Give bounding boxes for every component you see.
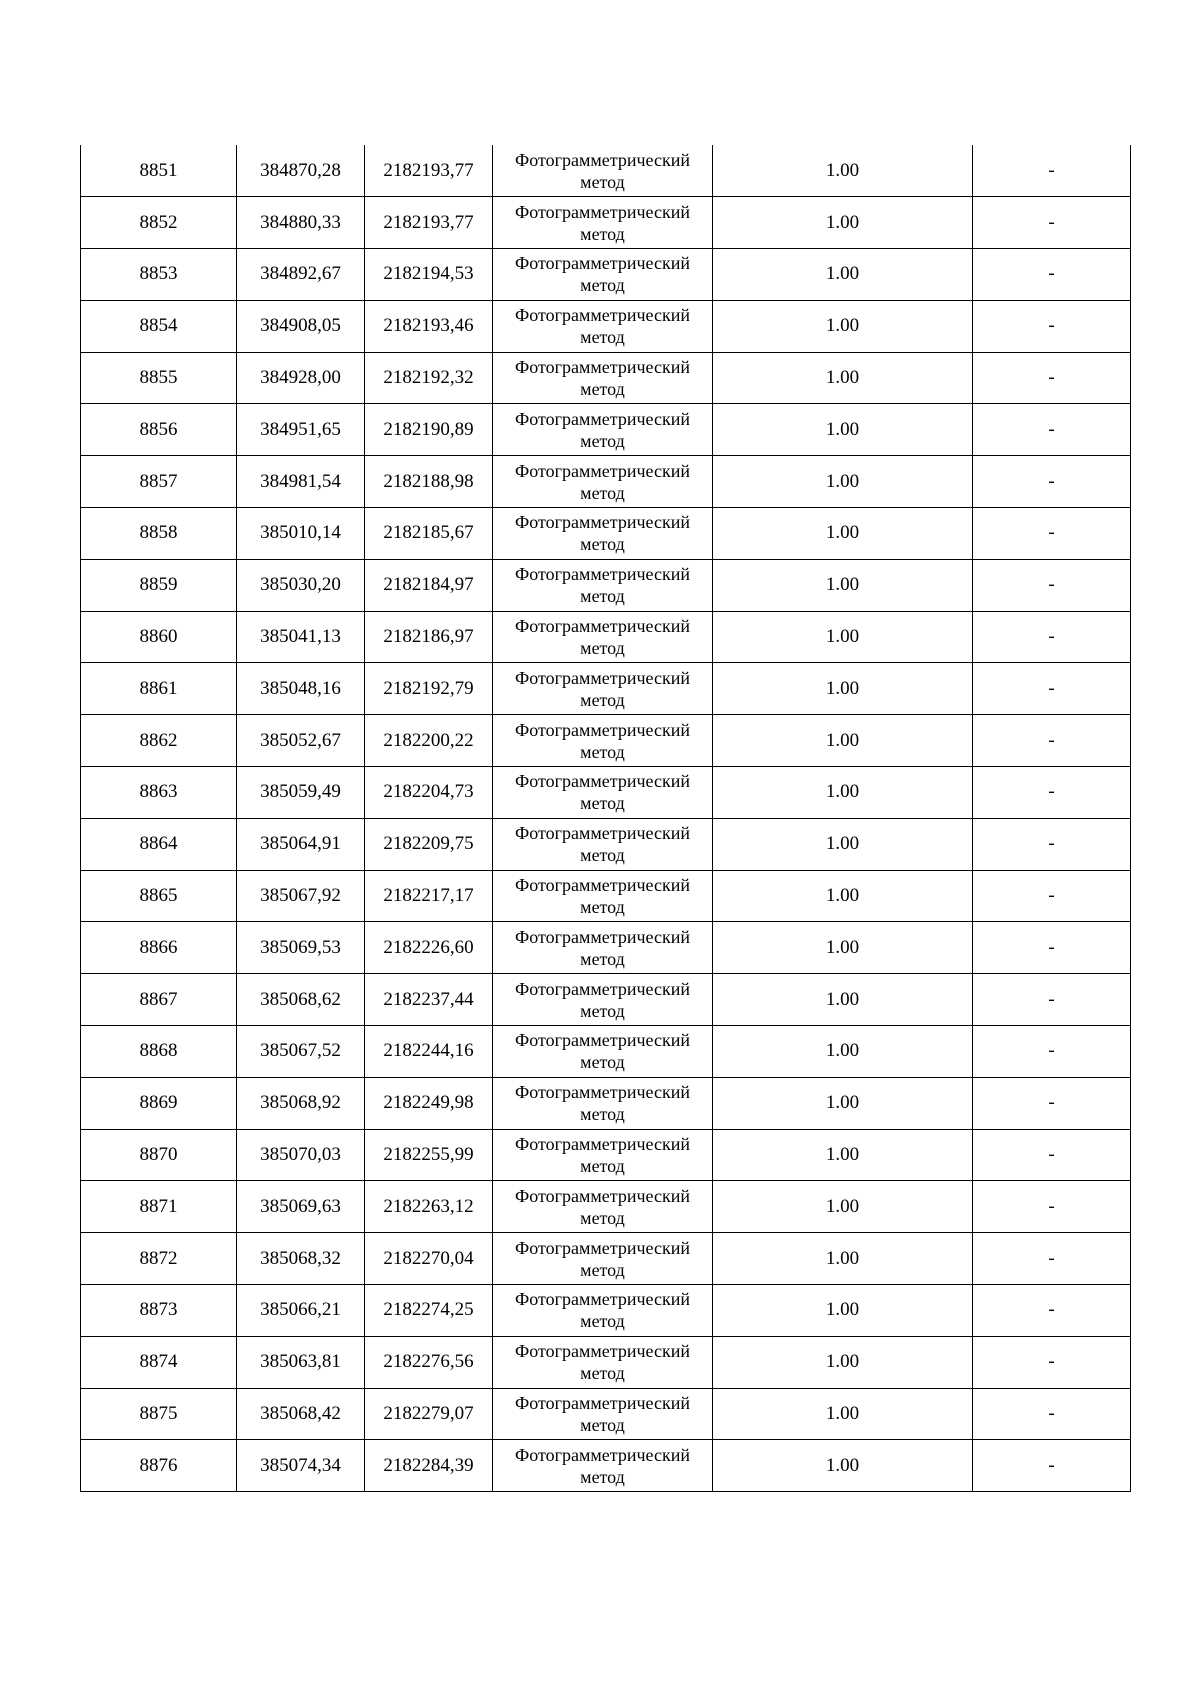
method-text: Фотограмметрический — [515, 305, 690, 326]
accuracy-cell: 1.00 — [713, 249, 973, 301]
note-cell: - — [973, 922, 1131, 974]
x-coordinate-cell: 385052,67 — [237, 715, 365, 767]
method-cell — [493, 1077, 713, 1129]
table-row — [81, 767, 1131, 819]
note-cell: - — [973, 1285, 1131, 1337]
table-row — [81, 974, 1131, 1026]
table-row — [81, 300, 1131, 352]
y-coordinate-cell: 2182184,97 — [365, 559, 493, 611]
point-number-cell: 8866 — [81, 922, 237, 974]
method-text: метод — [580, 1363, 625, 1384]
y-coordinate-cell: 2182192,32 — [365, 352, 493, 404]
method-cell — [493, 300, 713, 352]
y-coordinate-cell: 2182284,39 — [365, 1440, 493, 1492]
point-number-cell: 8875 — [81, 1388, 237, 1440]
method-text: метод — [580, 586, 625, 607]
table-row — [81, 1181, 1131, 1233]
method-text: метод — [580, 327, 625, 348]
table-row — [81, 456, 1131, 508]
method-text: метод — [580, 1415, 625, 1436]
point-number-cell: 8872 — [81, 1233, 237, 1285]
method-text: Фотограмметрический — [515, 512, 690, 533]
x-coordinate-cell: 385074,34 — [237, 1440, 365, 1492]
table-row — [81, 1233, 1131, 1285]
accuracy-cell: 1.00 — [713, 663, 973, 715]
y-coordinate-cell: 2182237,44 — [365, 974, 493, 1026]
point-number-cell: 8868 — [81, 1026, 237, 1078]
method-cell — [493, 870, 713, 922]
y-coordinate-cell: 2182188,98 — [365, 456, 493, 508]
note-cell: - — [973, 404, 1131, 456]
accuracy-cell: 1.00 — [713, 1336, 973, 1388]
method-cell — [493, 1181, 713, 1233]
accuracy-cell: 1.00 — [713, 1077, 973, 1129]
method-text: метод — [580, 1311, 625, 1332]
point-number-cell: 8855 — [81, 352, 237, 404]
method-cell — [493, 767, 713, 819]
table-row — [81, 352, 1131, 404]
method-text: метод — [580, 845, 625, 866]
method-text: метод — [580, 1207, 625, 1228]
method-cell — [493, 1388, 713, 1440]
y-coordinate-cell: 2182204,73 — [365, 767, 493, 819]
method-cell — [493, 249, 713, 301]
x-coordinate-cell: 384908,05 — [237, 300, 365, 352]
y-coordinate-cell: 2182190,89 — [365, 404, 493, 456]
x-coordinate-cell: 385068,62 — [237, 974, 365, 1026]
note-cell: - — [973, 974, 1131, 1026]
method-text: Фотограмметрический — [515, 201, 690, 222]
accuracy-cell: 1.00 — [713, 300, 973, 352]
x-coordinate-cell: 385068,42 — [237, 1388, 365, 1440]
point-number-cell: 8869 — [81, 1077, 237, 1129]
y-coordinate-cell: 2182192,79 — [365, 663, 493, 715]
method-cell — [493, 197, 713, 249]
point-number-cell: 8865 — [81, 870, 237, 922]
x-coordinate-cell: 385041,13 — [237, 611, 365, 663]
x-coordinate-cell: 385070,03 — [237, 1129, 365, 1181]
method-cell — [493, 508, 713, 560]
method-text: метод — [580, 379, 625, 400]
x-coordinate-cell: 385067,92 — [237, 870, 365, 922]
accuracy-cell: 1.00 — [713, 715, 973, 767]
method-text: Фотограмметрический — [515, 1185, 690, 1206]
note-cell: - — [973, 352, 1131, 404]
accuracy-cell: 1.00 — [713, 1285, 973, 1337]
note-cell: - — [973, 818, 1131, 870]
method-cell — [493, 1233, 713, 1285]
method-text: метод — [580, 948, 625, 969]
method-text: метод — [580, 897, 625, 918]
method-text: метод — [580, 1466, 625, 1487]
note-cell: - — [973, 1440, 1131, 1492]
y-coordinate-cell: 2182274,25 — [365, 1285, 493, 1337]
table-row — [81, 508, 1131, 560]
accuracy-cell: 1.00 — [713, 456, 973, 508]
method-cell — [493, 404, 713, 456]
x-coordinate-cell: 385064,91 — [237, 818, 365, 870]
method-text: Фотограмметрический — [515, 1030, 690, 1051]
method-text: Фотограмметрический — [515, 408, 690, 429]
method-cell — [493, 663, 713, 715]
method-text: метод — [580, 689, 625, 710]
table-row — [81, 404, 1131, 456]
table-row — [81, 1388, 1131, 1440]
accuracy-cell: 1.00 — [713, 145, 973, 197]
point-number-cell: 8863 — [81, 767, 237, 819]
table-row — [81, 1336, 1131, 1388]
y-coordinate-cell: 2182270,04 — [365, 1233, 493, 1285]
note-cell: - — [973, 611, 1131, 663]
point-number-cell: 8873 — [81, 1285, 237, 1337]
note-cell: - — [973, 145, 1131, 197]
note-cell: - — [973, 508, 1131, 560]
table-row — [81, 1077, 1131, 1129]
method-cell — [493, 611, 713, 663]
method-text: Фотограмметрический — [515, 149, 690, 170]
y-coordinate-cell: 2182276,56 — [365, 1336, 493, 1388]
table-row — [81, 1440, 1131, 1492]
method-text: Фотограмметрический — [515, 719, 690, 740]
method-text: Фотограмметрический — [515, 1082, 690, 1103]
y-coordinate-cell: 2182226,60 — [365, 922, 493, 974]
table-row — [81, 922, 1131, 974]
point-number-cell: 8876 — [81, 1440, 237, 1492]
note-cell: - — [973, 249, 1131, 301]
method-cell — [493, 818, 713, 870]
method-text: метод — [580, 171, 625, 192]
x-coordinate-cell: 384928,00 — [237, 352, 365, 404]
x-coordinate-cell: 385068,32 — [237, 1233, 365, 1285]
accuracy-cell: 1.00 — [713, 404, 973, 456]
x-coordinate-cell: 385010,14 — [237, 508, 365, 560]
table-row — [81, 1129, 1131, 1181]
method-cell — [493, 1026, 713, 1078]
note-cell: - — [973, 715, 1131, 767]
y-coordinate-cell: 2182263,12 — [365, 1181, 493, 1233]
method-text: Фотограмметрический — [515, 978, 690, 999]
method-text: Фотограмметрический — [515, 1134, 690, 1155]
method-text: Фотограмметрический — [515, 460, 690, 481]
note-cell: - — [973, 559, 1131, 611]
y-coordinate-cell: 2182193,77 — [365, 145, 493, 197]
x-coordinate-cell: 385068,92 — [237, 1077, 365, 1129]
note-cell: - — [973, 1129, 1131, 1181]
method-text: Фотограмметрический — [515, 926, 690, 947]
accuracy-cell: 1.00 — [713, 1026, 973, 1078]
note-cell: - — [973, 1077, 1131, 1129]
y-coordinate-cell: 2182209,75 — [365, 818, 493, 870]
method-text: Фотограмметрический — [515, 616, 690, 637]
table-row — [81, 197, 1131, 249]
point-number-cell: 8860 — [81, 611, 237, 663]
x-coordinate-cell: 385063,81 — [237, 1336, 365, 1388]
method-text: Фотограмметрический — [515, 771, 690, 792]
method-text: метод — [580, 1052, 625, 1073]
x-coordinate-cell: 385048,16 — [237, 663, 365, 715]
method-text: метод — [580, 638, 625, 659]
note-cell: - — [973, 870, 1131, 922]
accuracy-cell: 1.00 — [713, 197, 973, 249]
table-row — [81, 870, 1131, 922]
x-coordinate-cell: 385069,53 — [237, 922, 365, 974]
method-cell — [493, 715, 713, 767]
note-cell: - — [973, 197, 1131, 249]
table-row — [81, 249, 1131, 301]
method-text: Фотограмметрический — [515, 875, 690, 896]
accuracy-cell: 1.00 — [713, 1440, 973, 1492]
x-coordinate-cell: 384880,33 — [237, 197, 365, 249]
method-text: метод — [580, 275, 625, 296]
method-text: Фотограмметрический — [515, 1237, 690, 1258]
y-coordinate-cell: 2182249,98 — [365, 1077, 493, 1129]
method-text: метод — [580, 1156, 625, 1177]
point-number-cell: 8851 — [81, 145, 237, 197]
accuracy-cell: 1.00 — [713, 1388, 973, 1440]
table-row — [81, 611, 1131, 663]
accuracy-cell: 1.00 — [713, 1129, 973, 1181]
method-cell — [493, 352, 713, 404]
method-text: метод — [580, 1000, 625, 1021]
table-row — [81, 1026, 1131, 1078]
accuracy-cell: 1.00 — [713, 974, 973, 1026]
point-number-cell: 8858 — [81, 508, 237, 560]
method-text: метод — [580, 793, 625, 814]
method-text: Фотограмметрический — [515, 1289, 690, 1310]
method-text: Фотограмметрический — [515, 1393, 690, 1414]
x-coordinate-cell: 385066,21 — [237, 1285, 365, 1337]
point-number-cell: 8859 — [81, 559, 237, 611]
method-text: метод — [580, 482, 625, 503]
point-number-cell: 8856 — [81, 404, 237, 456]
method-text: Фотограмметрический — [515, 823, 690, 844]
x-coordinate-cell: 384951,65 — [237, 404, 365, 456]
x-coordinate-cell: 385069,63 — [237, 1181, 365, 1233]
method-cell — [493, 1129, 713, 1181]
y-coordinate-cell: 2182217,17 — [365, 870, 493, 922]
accuracy-cell: 1.00 — [713, 922, 973, 974]
method-text: метод — [580, 1259, 625, 1280]
point-number-cell: 8853 — [81, 249, 237, 301]
accuracy-cell: 1.00 — [713, 1181, 973, 1233]
point-number-cell: 8867 — [81, 974, 237, 1026]
accuracy-cell: 1.00 — [713, 1233, 973, 1285]
y-coordinate-cell: 2182185,67 — [365, 508, 493, 560]
table-row — [81, 818, 1131, 870]
note-cell: - — [973, 300, 1131, 352]
table-row — [81, 715, 1131, 767]
point-number-cell: 8862 — [81, 715, 237, 767]
accuracy-cell: 1.00 — [713, 352, 973, 404]
y-coordinate-cell: 2182279,07 — [365, 1388, 493, 1440]
note-cell: - — [973, 1336, 1131, 1388]
y-coordinate-cell: 2182200,22 — [365, 715, 493, 767]
note-cell: - — [973, 456, 1131, 508]
table-row — [81, 663, 1131, 715]
table-row — [81, 1285, 1131, 1337]
accuracy-cell: 1.00 — [713, 611, 973, 663]
method-text: Фотограмметрический — [515, 253, 690, 274]
y-coordinate-cell: 2182255,99 — [365, 1129, 493, 1181]
x-coordinate-cell: 384870,28 — [237, 145, 365, 197]
y-coordinate-cell: 2182244,16 — [365, 1026, 493, 1078]
y-coordinate-cell: 2182186,97 — [365, 611, 493, 663]
point-number-cell: 8870 — [81, 1129, 237, 1181]
point-number-cell: 8854 — [81, 300, 237, 352]
method-cell — [493, 1440, 713, 1492]
x-coordinate-cell: 385030,20 — [237, 559, 365, 611]
note-cell: - — [973, 1026, 1131, 1078]
table-row — [81, 145, 1131, 197]
method-text: Фотограмметрический — [515, 667, 690, 688]
point-number-cell: 8852 — [81, 197, 237, 249]
y-coordinate-cell: 2182193,77 — [365, 197, 493, 249]
note-cell: - — [973, 1233, 1131, 1285]
accuracy-cell: 1.00 — [713, 508, 973, 560]
method-text: метод — [580, 741, 625, 762]
method-text: метод — [580, 1104, 625, 1125]
note-cell: - — [973, 1181, 1131, 1233]
accuracy-cell: 1.00 — [713, 767, 973, 819]
method-text: метод — [580, 534, 625, 555]
x-coordinate-cell: 385067,52 — [237, 1026, 365, 1078]
note-cell: - — [973, 767, 1131, 819]
method-text: Фотограмметрический — [515, 1444, 690, 1465]
y-coordinate-cell: 2182194,53 — [365, 249, 493, 301]
coordinates-table-body — [81, 145, 1131, 1492]
method-cell — [493, 456, 713, 508]
method-text: Фотограмметрический — [515, 564, 690, 585]
point-number-cell: 8874 — [81, 1336, 237, 1388]
method-cell — [493, 1285, 713, 1337]
method-cell — [493, 922, 713, 974]
coordinates-table — [80, 145, 1131, 1492]
method-text: метод — [580, 223, 625, 244]
point-number-cell: 8864 — [81, 818, 237, 870]
point-number-cell: 8857 — [81, 456, 237, 508]
method-cell — [493, 974, 713, 1026]
method-text: Фотограмметрический — [515, 1341, 690, 1362]
method-cell — [493, 1336, 713, 1388]
method-cell — [493, 145, 713, 197]
note-cell: - — [973, 1388, 1131, 1440]
table-row — [81, 559, 1131, 611]
point-number-cell: 8871 — [81, 1181, 237, 1233]
point-number-cell: 8861 — [81, 663, 237, 715]
y-coordinate-cell: 2182193,46 — [365, 300, 493, 352]
method-cell — [493, 559, 713, 611]
method-text: Фотограмметрический — [515, 357, 690, 378]
accuracy-cell: 1.00 — [713, 818, 973, 870]
x-coordinate-cell: 384892,67 — [237, 249, 365, 301]
note-cell: - — [973, 663, 1131, 715]
x-coordinate-cell: 384981,54 — [237, 456, 365, 508]
accuracy-cell: 1.00 — [713, 870, 973, 922]
accuracy-cell: 1.00 — [713, 559, 973, 611]
x-coordinate-cell: 385059,49 — [237, 767, 365, 819]
method-text: метод — [580, 430, 625, 451]
